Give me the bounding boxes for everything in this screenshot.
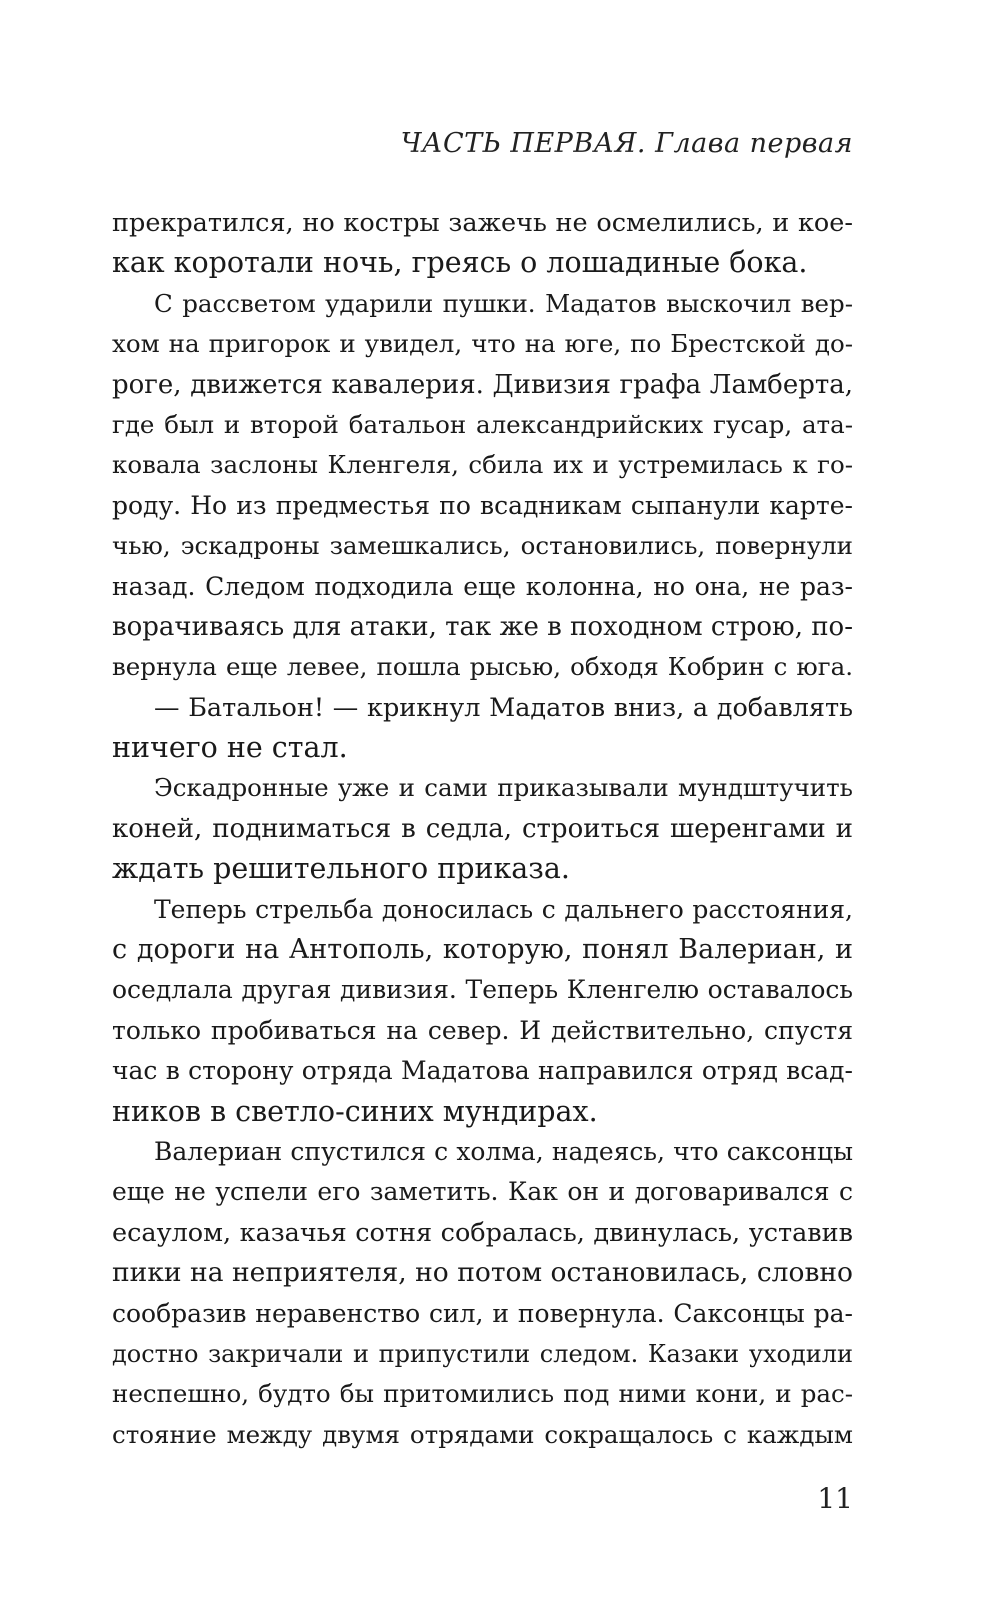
text-line: оседлала другая дивизия. Теперь Кленгелю оставалось — [112, 975, 853, 1005]
text-line: Валериан спустился с холма, надеясь, что саксонцы — [154, 1136, 853, 1166]
text-line: Теперь стрельба доносилась с дальнего расстояния, — [154, 894, 853, 924]
text-line: — Батальон! — крикнул Мадатов вниз, а добавлять — [154, 692, 853, 723]
text-line: прекратился, но костры зажечь не осмелились, и кое- — [112, 208, 853, 238]
text-line: ждать решительного приказа. — [112, 852, 570, 886]
text-line: сообразив неравенство сил, и повернула. Саксонцы ра- — [112, 1298, 853, 1328]
text-line: роду. Но из предместья по всадникам сыпанули карте- — [112, 490, 853, 520]
text-line: с дороги на Антополь, которую, понял Валериан, и — [112, 934, 853, 966]
text-line: час в сторону отряда Мадатова направился отряд всад- — [112, 1056, 853, 1086]
text-line: хом на пригорок и увидел, что на юге, по Брестской до- — [112, 329, 853, 359]
text-line: С рассветом ударили пушки. Мадатов выскочил вер- — [154, 288, 853, 318]
text-line: роге, движется кавалерия. Дивизия графа Ламберта, — [112, 369, 853, 400]
text-line: ничего не стал. — [112, 731, 348, 765]
text-line: ковала заслоны Кленгеля, сбила их и устремилась к го- — [112, 450, 853, 480]
text-line: ников в светло-синих мундирах. — [112, 1094, 598, 1128]
text-line: вернула еще левее, пошла рысью, обходя Кобрин с юга. — [112, 652, 853, 682]
text-line: назад. Следом подходила еще колонна, но она, не раз- — [112, 571, 853, 601]
text-line: коней, подниматься в седла, строиться шеренгами и — [112, 813, 853, 844]
text-line: Эскадронные уже и сами приказывали мундштучить — [154, 773, 853, 803]
text-line: стояние между двумя отрядами сокращалось с каждым — [112, 1419, 853, 1449]
body-text — [112, 203, 853, 1455]
text-line: где был и второй батальон александрийских гусар, ата- — [112, 409, 853, 439]
text-line: еще не успели его заметить. Как он и договаривался с — [112, 1177, 853, 1207]
text-line: есаулом, казачья сотня собралась, двинулась, уставив — [112, 1217, 853, 1248]
text-line: только пробиваться на север. И действительно, спустя — [112, 1015, 853, 1045]
text-line: пики на неприятеля, но потом остановилась, словно — [112, 1257, 853, 1289]
text-line: неспешно, будто бы притомились под ними кони, и рас- — [112, 1379, 853, 1409]
text-line: как коротали ночь, греясь о лошадиные бока. — [112, 246, 808, 280]
text-line: достно закричали и припустили следом. Казаки уходили — [112, 1339, 853, 1368]
running-header: ЧАСТЬ ПЕРВАЯ. Глава первая — [400, 128, 853, 159]
text-line: чью, эскадроны замешкались, остановились, повернули — [112, 531, 853, 561]
text-line: ворачиваясь для атаки, так же в походном строю, по- — [112, 611, 853, 642]
page-number: 11 — [817, 1482, 853, 1515]
